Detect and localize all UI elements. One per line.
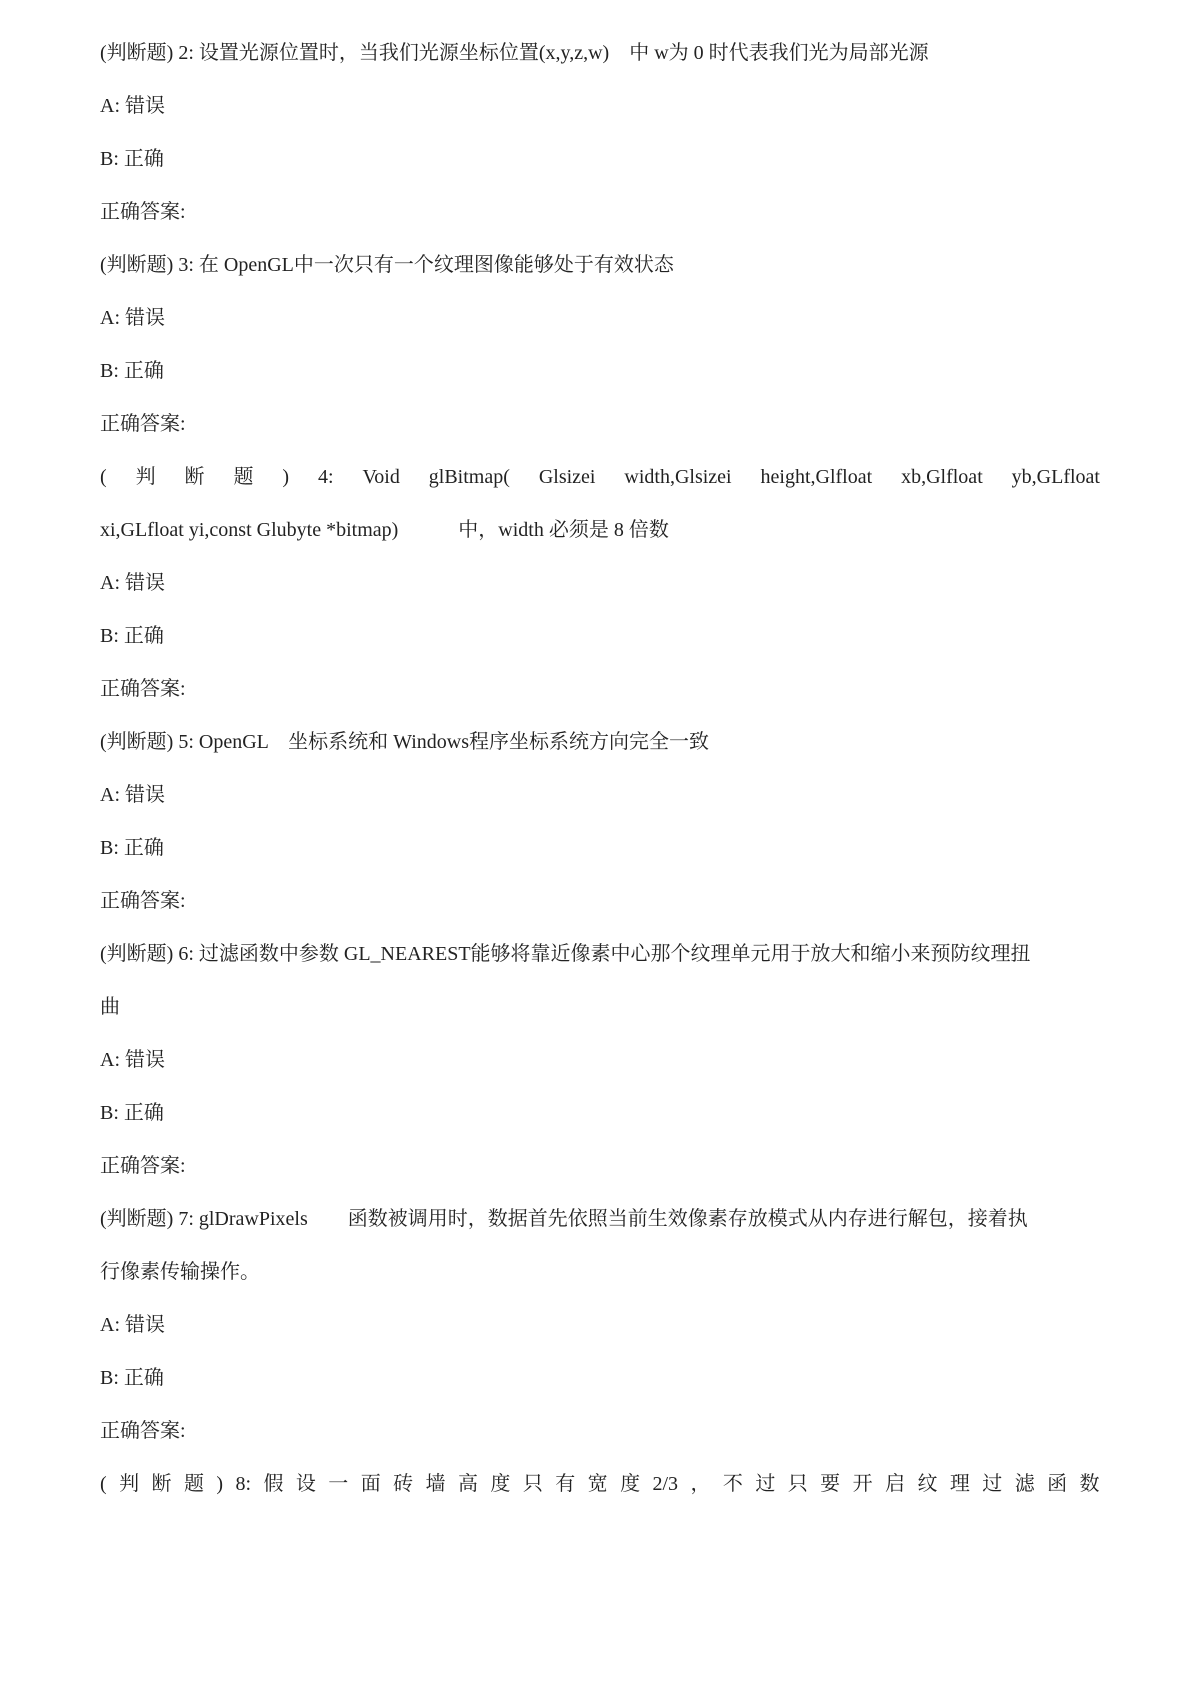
- q4-token: 题: [233, 466, 254, 488]
- q8-token: 题: [183, 1473, 204, 1495]
- q4-token: Void: [362, 466, 400, 488]
- q8-token: 一: [328, 1473, 349, 1495]
- q8-token: 2/3: [652, 1473, 679, 1495]
- question-2-text: (判断题) 2: 设置光源位置时，当我们光源坐标位置(x,y,z,w) 中 w为 0 时代表我们光为局部光源: [100, 42, 929, 64]
- question-7-option-a: A: 错误: [100, 1314, 165, 1336]
- q4-token: (: [100, 466, 107, 488]
- q8-token: 判: [119, 1473, 140, 1495]
- question-3-option-b: B: 正确: [100, 360, 164, 382]
- q8-token: 过: [982, 1473, 1003, 1495]
- q8-token: 砖: [393, 1473, 414, 1495]
- question-8-text-line-1: [100, 1471, 1100, 1497]
- q8-token: 度: [620, 1473, 641, 1495]
- question-4-text-line-2: xi,GLfloat yi,const Glubyte *bitmap) 中，width 必须是 8 倍数: [100, 519, 669, 541]
- q8-token: 纹: [917, 1473, 938, 1495]
- q8-token: 高: [457, 1473, 478, 1495]
- question-2-option-a: A: 错误: [100, 95, 165, 117]
- question-5-option-a: A: 错误: [100, 784, 165, 806]
- q8-token: 度: [490, 1473, 511, 1495]
- q8-token: 理: [949, 1473, 970, 1495]
- question-3-text: (判断题) 3: 在 OpenGL中一次只有一个纹理图像能够处于有效状态: [100, 254, 674, 276]
- q4-token: 判: [135, 466, 156, 488]
- q8-token: 只: [522, 1473, 543, 1495]
- q8-token: 函: [1047, 1473, 1068, 1495]
- question-6-answer: 正确答案:: [100, 1155, 186, 1177]
- q4-token: glBitmap(: [428, 466, 510, 488]
- q4-token: Glsizei: [538, 466, 596, 488]
- question-6-option-a: A: 错误: [100, 1049, 165, 1071]
- question-4-answer: 正确答案:: [100, 678, 186, 700]
- question-7-text-line-2: 行像素传输操作。: [100, 1261, 260, 1283]
- question-2-option-b: B: 正确: [100, 148, 164, 170]
- q8-token: 只: [787, 1473, 808, 1495]
- question-6-option-b: B: 正确: [100, 1102, 164, 1124]
- q8-token: 开: [852, 1473, 873, 1495]
- question-6-text-line-1: (判断题) 6: 过滤函数中参数 GL_NEAREST能够将靠近像素中心那个纹理单元用于放大和缩小来预防纹理扭: [100, 943, 1031, 965]
- q8-token: 宽: [587, 1473, 608, 1495]
- question-4-option-a: A: 错误: [100, 572, 165, 594]
- q4-token: 断: [184, 466, 205, 488]
- q8-token: 启: [885, 1473, 906, 1495]
- question-5-option-b: B: 正确: [100, 837, 164, 859]
- q8-token: ，: [690, 1473, 711, 1495]
- q4-token: xb,Glfloat: [901, 466, 983, 488]
- q4-token: 4:: [317, 466, 334, 488]
- q8-token: 设: [295, 1473, 316, 1495]
- question-7-answer: 正确答案:: [100, 1420, 186, 1442]
- q4-token: yb,GLfloat: [1011, 466, 1100, 488]
- question-7-text-line-1: (判断题) 7: glDrawPixels 函数被调用时，数据首先依照当前生效像素存放模式从内存进行解包，接着执: [100, 1208, 1028, 1230]
- question-3-option-a: A: 错误: [100, 307, 165, 329]
- question-4-text-line-1: [100, 464, 1100, 490]
- q8-token: (: [100, 1473, 107, 1495]
- q8-token: 滤: [1014, 1473, 1035, 1495]
- q8-token: 断: [151, 1473, 172, 1495]
- q8-token: 面: [360, 1473, 381, 1495]
- q8-token: 要: [820, 1473, 841, 1495]
- question-5-answer: 正确答案:: [100, 890, 186, 912]
- q8-token: 不: [722, 1473, 743, 1495]
- question-4-option-b: B: 正确: [100, 625, 164, 647]
- question-2-answer: 正确答案:: [100, 201, 186, 223]
- q4-token: height,Glfloat: [760, 466, 873, 488]
- q8-token: 墙: [425, 1473, 446, 1495]
- question-7-option-b: B: 正确: [100, 1367, 164, 1389]
- q4-token: width,Glsizei: [624, 466, 732, 488]
- q8-token: 8:: [235, 1473, 252, 1495]
- q8-token: 数: [1079, 1473, 1100, 1495]
- q8-token: ): [216, 1473, 224, 1495]
- question-6-text-line-2: 曲: [100, 996, 120, 1018]
- question-5-text: (判断题) 5: OpenGL 坐标系统和 Windows程序坐标系统方向完全一致: [100, 731, 709, 753]
- q8-token: 假: [263, 1473, 284, 1495]
- q8-token: 有: [555, 1473, 576, 1495]
- q8-token: 过: [755, 1473, 776, 1495]
- question-3-answer: 正确答案:: [100, 413, 186, 435]
- q4-token: ): [282, 466, 290, 488]
